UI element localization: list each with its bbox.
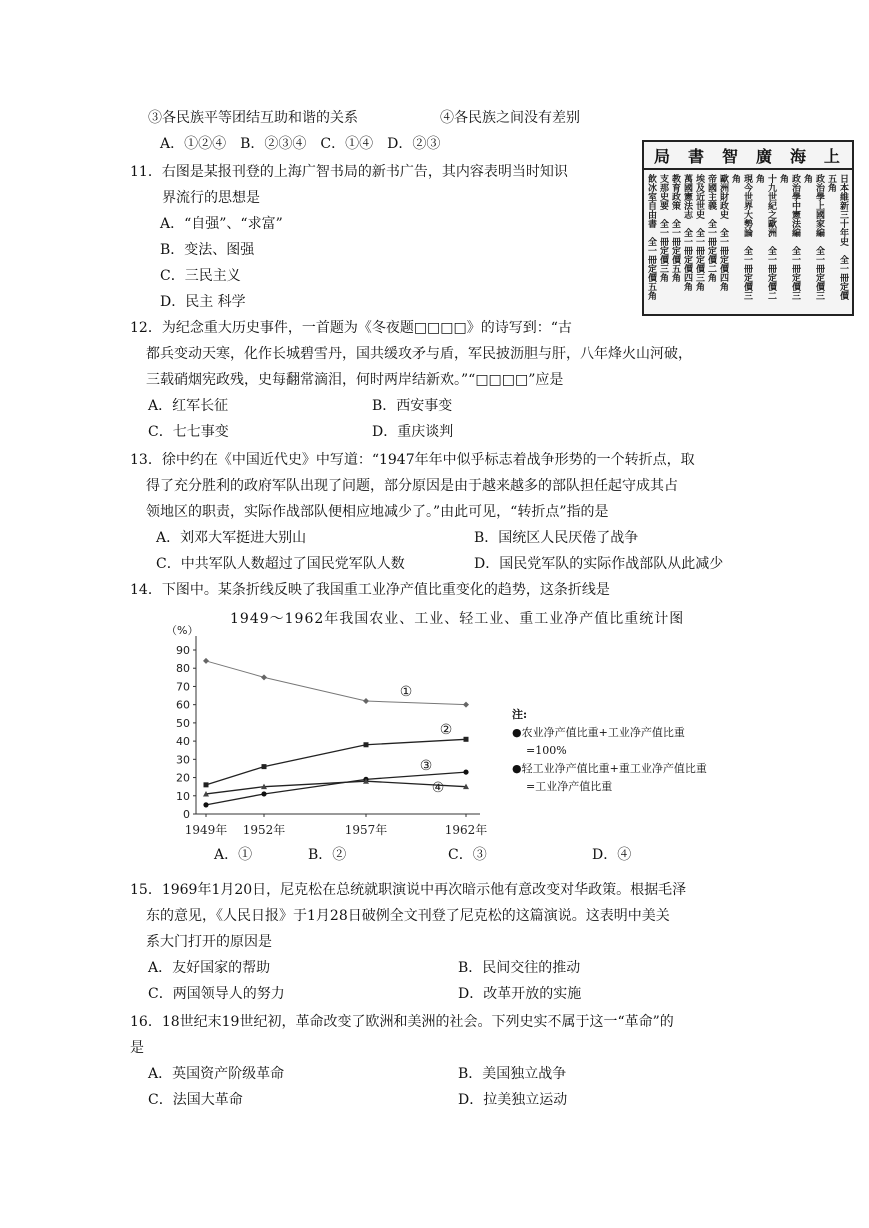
q11-stem-line2: 界流行的思想是 — [162, 190, 260, 206]
ad-book-entry: 教育政策 全一冊定價五角 — [670, 174, 680, 282]
q16-stem-line1: 16．18世纪末19世纪初，革命改变了欧洲和美洲的社会。下列史实不属于这一“革命”的 — [130, 1014, 674, 1030]
q13-option-c: C．中共军队人数超过了国民党军队人数 — [156, 556, 405, 572]
q13-option-b: B．国统区人民厌倦了战争 — [474, 530, 639, 546]
data-point — [204, 782, 209, 787]
series-line-4 — [206, 781, 466, 794]
chart-note-line: =100% — [526, 744, 567, 757]
q12-stem-line2: 都兵变动天寒，化作长城碧雪丹，国共缓攻矛与盾，军民披沥胆与肝，八年烽火山河破， — [146, 346, 692, 362]
q11-option-d: D．民主 科学 — [160, 294, 246, 310]
q11-option-a: A．“自强”、“求富” — [160, 216, 283, 232]
ad-book-entry: 政治學上國家編 全一冊定價三角 — [802, 174, 824, 300]
ad-title-char: 局 — [654, 146, 673, 166]
ad-book-entry: 歐洲財政史 全一冊定價四角 — [718, 174, 728, 291]
ad-title-char: 廣 — [755, 146, 774, 166]
q15-option-d: D．改革开放的实施 — [458, 986, 582, 1002]
data-point — [261, 674, 267, 680]
q15-stem-line3: 系大门打开的原因是 — [146, 934, 272, 950]
q10-options: A．①②④ B．②③④ C．①④ D．②③ — [160, 136, 441, 152]
q16-option-b: B．美国独立战争 — [458, 1066, 567, 1082]
x-tick-label: 1962年 — [444, 823, 488, 837]
q15-stem-line2: 东的意见，《人民日报》于1月28日破例全文刊登了尼克松的这篇演说。这表明中美关 — [146, 908, 670, 924]
q11-stem-line1: 11．右图是某报刊登的上海广智书局的新书广告，其内容表明当时知识 — [130, 164, 568, 180]
ad-book-entry: 日本維新三十年史 全一冊定價五角 — [826, 174, 848, 300]
data-point — [464, 737, 469, 742]
ad-book-entry: 十九世紀之歐洲 全一冊定價二角 — [754, 174, 776, 300]
q10-statement-4: ④各民族之间没有差别 — [440, 110, 580, 126]
chart-note-line: 注: — [512, 708, 528, 721]
q11-option-b: B．变法、图强 — [160, 242, 255, 258]
ad-book-entry: 埃及近世史 全一冊定價三角 — [694, 174, 704, 291]
q15-option-c: C．两国领导人的努力 — [148, 986, 285, 1002]
q16-option-a: A．英国资产阶级革命 — [148, 1066, 285, 1082]
data-point — [363, 698, 369, 704]
data-point — [261, 791, 266, 796]
series-label: ① — [399, 684, 413, 700]
q13-option-a: A．刘邓大军挺进大别山 — [156, 530, 307, 546]
y-tick-label: 50 — [176, 716, 190, 730]
y-tick-label: 0 — [183, 808, 190, 821]
data-point — [262, 764, 267, 769]
data-point — [364, 742, 369, 747]
q11-option-c: C．三民主义 — [160, 268, 241, 284]
ad-book-list — [644, 170, 852, 310]
y-tick-label: 60 — [176, 698, 190, 712]
q13-option-d: D．国民党军队的实际作战部队从此减少 — [474, 556, 724, 572]
ad-book-entry: 帝國主義 全一冊定價二角 — [706, 174, 716, 282]
q10-statement-3: ③各民族平等团结互助和谐的关系 — [148, 110, 358, 126]
series-line-1 — [206, 661, 466, 705]
data-point — [463, 702, 469, 708]
ad-book-entry: 飲冰室自由書 全一冊定價五角 — [646, 174, 656, 300]
chart-note-line: ●农业净产值比重+工业净产值比重 — [512, 726, 685, 739]
line-chart — [160, 606, 750, 842]
y-tick-label: 70 — [176, 680, 190, 694]
q14-option-a: A．① — [214, 847, 253, 863]
ad-title-char: 上 — [823, 146, 842, 166]
y-tick-label: 80 — [176, 662, 190, 676]
x-tick-label: 1949年 — [184, 823, 228, 837]
ad-book-entry: 現今世界大勢論 全一冊定價三角 — [730, 174, 752, 300]
ad-title-char: 書 — [687, 146, 706, 166]
ad-title-char: 海 — [789, 146, 808, 166]
q12-option-d: D．重庆谈判 — [372, 424, 454, 440]
q12-option-c: C．七七事变 — [148, 424, 229, 440]
ad-book-entry: 政治學中憲法編 全一冊定價三角 — [778, 174, 800, 300]
q14-option-d: D．④ — [592, 847, 632, 863]
newspaper-ad-image — [642, 140, 854, 316]
chart-notes — [512, 706, 707, 796]
chart-note-line: ●轻工业净产值比重+重工业净产值比重 — [512, 762, 707, 775]
q12-stem-line3: 三载硝烟宪政残，史每翻常滴泪，何时两岸结新欢。”“□□□□”应是 — [146, 372, 564, 388]
data-point — [203, 658, 209, 664]
y-axis-label: （%） — [166, 624, 199, 637]
x-tick-label: 1952年 — [242, 823, 286, 837]
ad-book-entry: 支那史要 全一冊定價三角 — [658, 174, 668, 282]
chart-note-line: =工业净产值比重 — [526, 780, 613, 793]
q15-option-b: B．民间交往的推动 — [458, 960, 581, 976]
q14-stem: 14．下图中。某条折线反映了我国重工业净产值比重变化的趋势，这条折线是 — [130, 582, 610, 598]
q15-stem-line1: 15．1969年1月20日，尼克松在总统就职演说中再次暗示他有意改变对华政策。根据毛泽 — [130, 882, 687, 898]
series-label: ③ — [419, 758, 433, 774]
y-tick-label: 10 — [176, 789, 190, 803]
q13-stem-line1: 13．徐中约在《中国近代史》中写道：“1947年年中似乎标志着战争形势的一个转折点，取 — [130, 452, 695, 468]
chart-title: 1949～1962年我国农业、工业、轻工业、重工业净产值比重统计图 — [230, 611, 685, 627]
q14-option-b: B．② — [308, 847, 347, 863]
data-point — [463, 769, 468, 774]
q12-option-b: B．西安事变 — [372, 398, 453, 414]
ad-title-char: 智 — [721, 146, 740, 166]
y-tick-label: 40 — [176, 735, 190, 749]
y-tick-label: 30 — [176, 753, 190, 767]
x-tick-label: 1957年 — [344, 823, 388, 837]
q13-stem-line3: 领地区的职责，实际作战部队便相应地减少了。”由此可见，“转折点”指的是 — [146, 504, 609, 520]
q14-option-c: C．③ — [448, 847, 487, 863]
y-tick-label: 90 — [176, 644, 190, 657]
q16-option-d: D．拉美独立运动 — [458, 1092, 568, 1108]
ad-book-entry: 萬國憲法志 全一冊定價四角 — [682, 174, 692, 291]
q13-stem-line2: 得了充分胜利的政府军队出现了问题，部分原因是由于越来越多的部队担任起守成其占 — [146, 478, 678, 494]
data-point — [203, 802, 208, 807]
q12-option-a: A．红军长征 — [148, 398, 229, 414]
series-label: ④ — [431, 780, 445, 796]
ad-title — [644, 142, 852, 170]
y-tick-label: 20 — [176, 771, 190, 785]
q15-option-a: A．友好国家的帮助 — [148, 960, 271, 976]
q16-stem-line2: 是 — [130, 1040, 144, 1056]
q16-option-c: C．法国大革命 — [148, 1092, 243, 1108]
series-label: ② — [439, 722, 453, 738]
q12-stem-line1: 12．为纪念重大历史事件，一首题为《冬夜题□□□□》的诗写到：“古 — [130, 320, 572, 336]
